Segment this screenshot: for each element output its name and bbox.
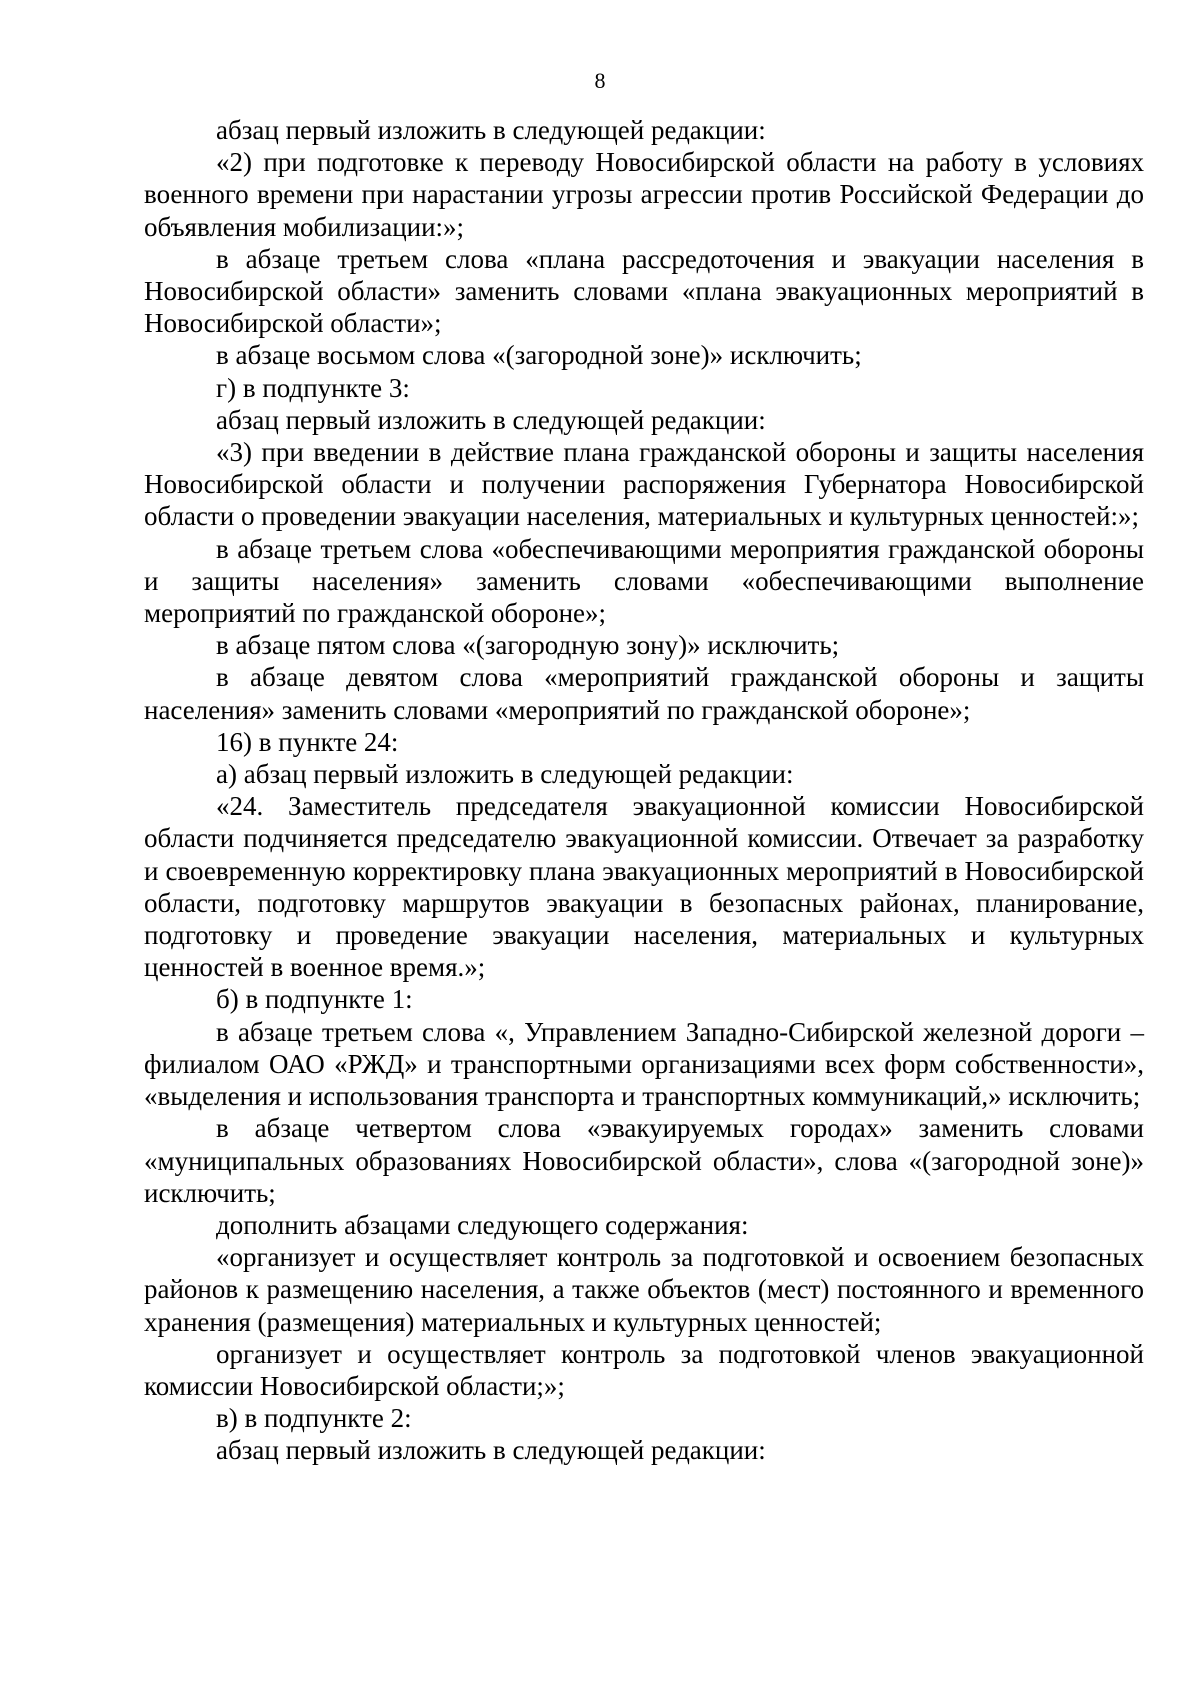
paragraph: «24. Заместитель председателя эвакуационной комиссии Новосибирской области подчиняется председателю эвакуационной комиссии. Отвечает за разработку и своевременную корректировку плана эвакуационных мероприятий в Новосибирской области, подготовку маршрутов эвакуации в безопасных районах, планирование, подготовку и проведение эвакуации населения, материальных и культурных ценностей в военное время.»; [144,791,1144,983]
paragraph: в абзаце пятом слова «(загородную зону)» исключить; [216,630,840,661]
paragraph: «3) при введении в действие плана гражданской обороны и защиты населения Новосибирской области и получении распоряжения Губернатора Новосибирской области о проведении эвакуации населения, материальных и культурных ценностей:»; [144,437,1144,532]
paragraph: 16) в пункте 24: [216,726,399,757]
paragraph: в абзаце девятом слова «мероприятий гражданской обороны и защиты населения» заменить словами «мероприятий по гражданской обороне»; [144,662,1144,725]
paragraph: «2) при подготовке к переводу Новосибирской области на работу в условиях военного времени при нарастании угрозы агрессии против Российской Федерации до объявления мобилизации:»; [144,147,1144,242]
paragraph: абзац первый изложить в следующей редакции: [216,1435,766,1466]
paragraph: дополнить абзацами следующего содержания: [216,1209,749,1240]
paragraph: абзац первый изложить в следующей редакции: [216,115,766,145]
document-body [144,114,1144,1467]
paragraph: «организует и осуществляет контроль за подготовкой и освоением безопасных районов к размещению населения, а также объектов (мест) постоянного и временного хранения (размещения) материальных и культурных ценностей; [144,1242,1144,1337]
paragraph: в абзаце третьем слова «, Управлением Западно-Сибирской железной дороги – филиалом ОАО «РЖД» и транспортными организациями всех форм собственности», «выделения и использования транспорта и транспортных коммуникаций,» исключить; [144,1016,1144,1112]
paragraph: абзац первый изложить в следующей редакции: [216,404,766,435]
paragraph: организует и осуществляет контроль за подготовкой членов эвакуационной комиссии Новосибирской области;»; [144,1338,1144,1401]
paragraph: в абзаце третьем слова «обеспечивающими мероприятия гражданской обороны и защиты населения» заменить словами «обеспечивающими выполнение мероприятий по гражданской обороне»; [144,533,1144,629]
paragraph: б) в подпункте 1: [216,984,413,1015]
paragraph: в абзаце четвертом слова «эвакуируемых городах» заменить словами «муниципальных образованиях Новосибирской области», слова «(загородной зоне)» исключить; [144,1113,1144,1208]
paragraph: г) в подпункте 3: [216,372,410,403]
paragraph: в абзаце третьем слова «плана рассредоточения и эвакуации населения в Новосибирской области» заменить словами «плана эвакуационных мероприятий в Новосибирской области»; [144,243,1144,339]
paragraph: а) абзац первый изложить в следующей редакции: [216,759,794,790]
paragraph: в абзаце восьмом слова «(загородной зоне)» исключить; [216,340,862,371]
page-number: 8 [594,68,606,93]
paragraph: в) в подпункте 2: [216,1403,412,1434]
